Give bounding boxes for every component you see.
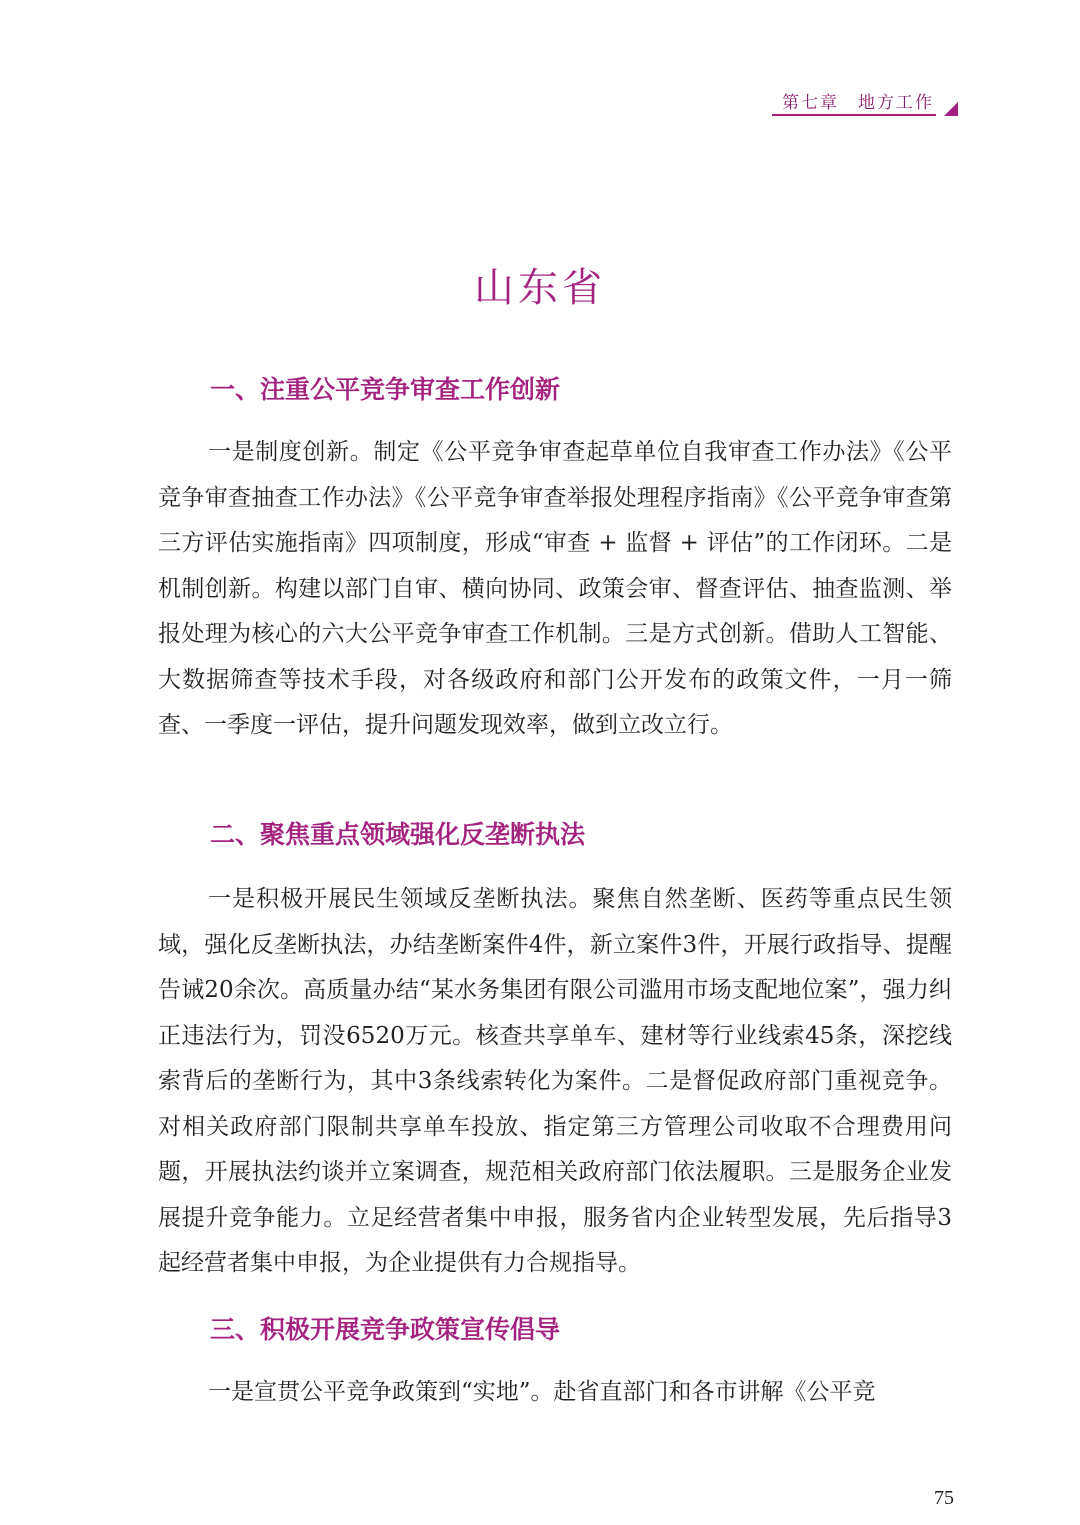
section-paragraph-3: 一是宣贯公平竞争政策到“实地”。赴省直部门和各市讲解《公平竞 bbox=[208, 1379, 876, 1405]
corner-triangle-icon bbox=[944, 102, 958, 116]
section-heading-2: 二、聚焦重点领域强化反垄断执法 bbox=[210, 820, 586, 849]
running-head-label: 第七章 地方工作 bbox=[782, 93, 934, 113]
page-number: 75 bbox=[934, 1487, 954, 1509]
page-title: 山东省 bbox=[474, 265, 606, 311]
section-paragraph-2: 一是积极开展民生领域反垄断执法。聚焦自然垄断、医药等重点民生领域，强化反垄断执法，办结垄断案件4件，新立案件3件，开展行政指导、提醒告诫20余次。高质量办结“某水务集团有限公司滥用市场支配地位案”，强力纠正违法行为，罚没6520万元。核查共享单车、建材等行业线索45条，深挖线索背后的垄断行为，其中3条线索转化为案件。二是督促政府部门重视竞争。对相关政府部门限制共享单车投放、指定第三方管理公司收取不合理费用问题，开展执法约谈并立案调查，规范相关政府部门依法履职。三是服务企业发展提升竞争能力。立足经营者集中申报，服务省内企业转型发展，先后指导3起经营者集中申报，为企业提供有力合规指导。 bbox=[158, 886, 952, 1276]
running-head bbox=[772, 86, 962, 120]
running-head-rule bbox=[772, 114, 936, 116]
section-heading-1: 一、注重公平竞争审查工作创新 bbox=[210, 375, 561, 404]
section-paragraph-1: 一是制度创新。制定《公平竞争审查起草单位自我审查工作办法》《公平竞争审查抽查工作办法》《公平竞争审查举报处理程序指南》《公平竞争审查第三方评估实施指南》四项制度，形成“审查 + 监督 + 评估”的工作闭环。二是机制创新。构建以部门自审、横向协同、政策会审、督查评估、抽查监测、举报处理为核心的六大公平竞争审查工作机制。三是方式创新。借助人工智能、大数据筛查等技术手段，对各级政府和部门公开发布的政策文件，一月一筛查、一季度一评估，提升问题发现效率，做到立改立行。 bbox=[158, 439, 952, 738]
section-heading-3: 三、积极开展竞争政策宣传倡导 bbox=[210, 1315, 561, 1344]
